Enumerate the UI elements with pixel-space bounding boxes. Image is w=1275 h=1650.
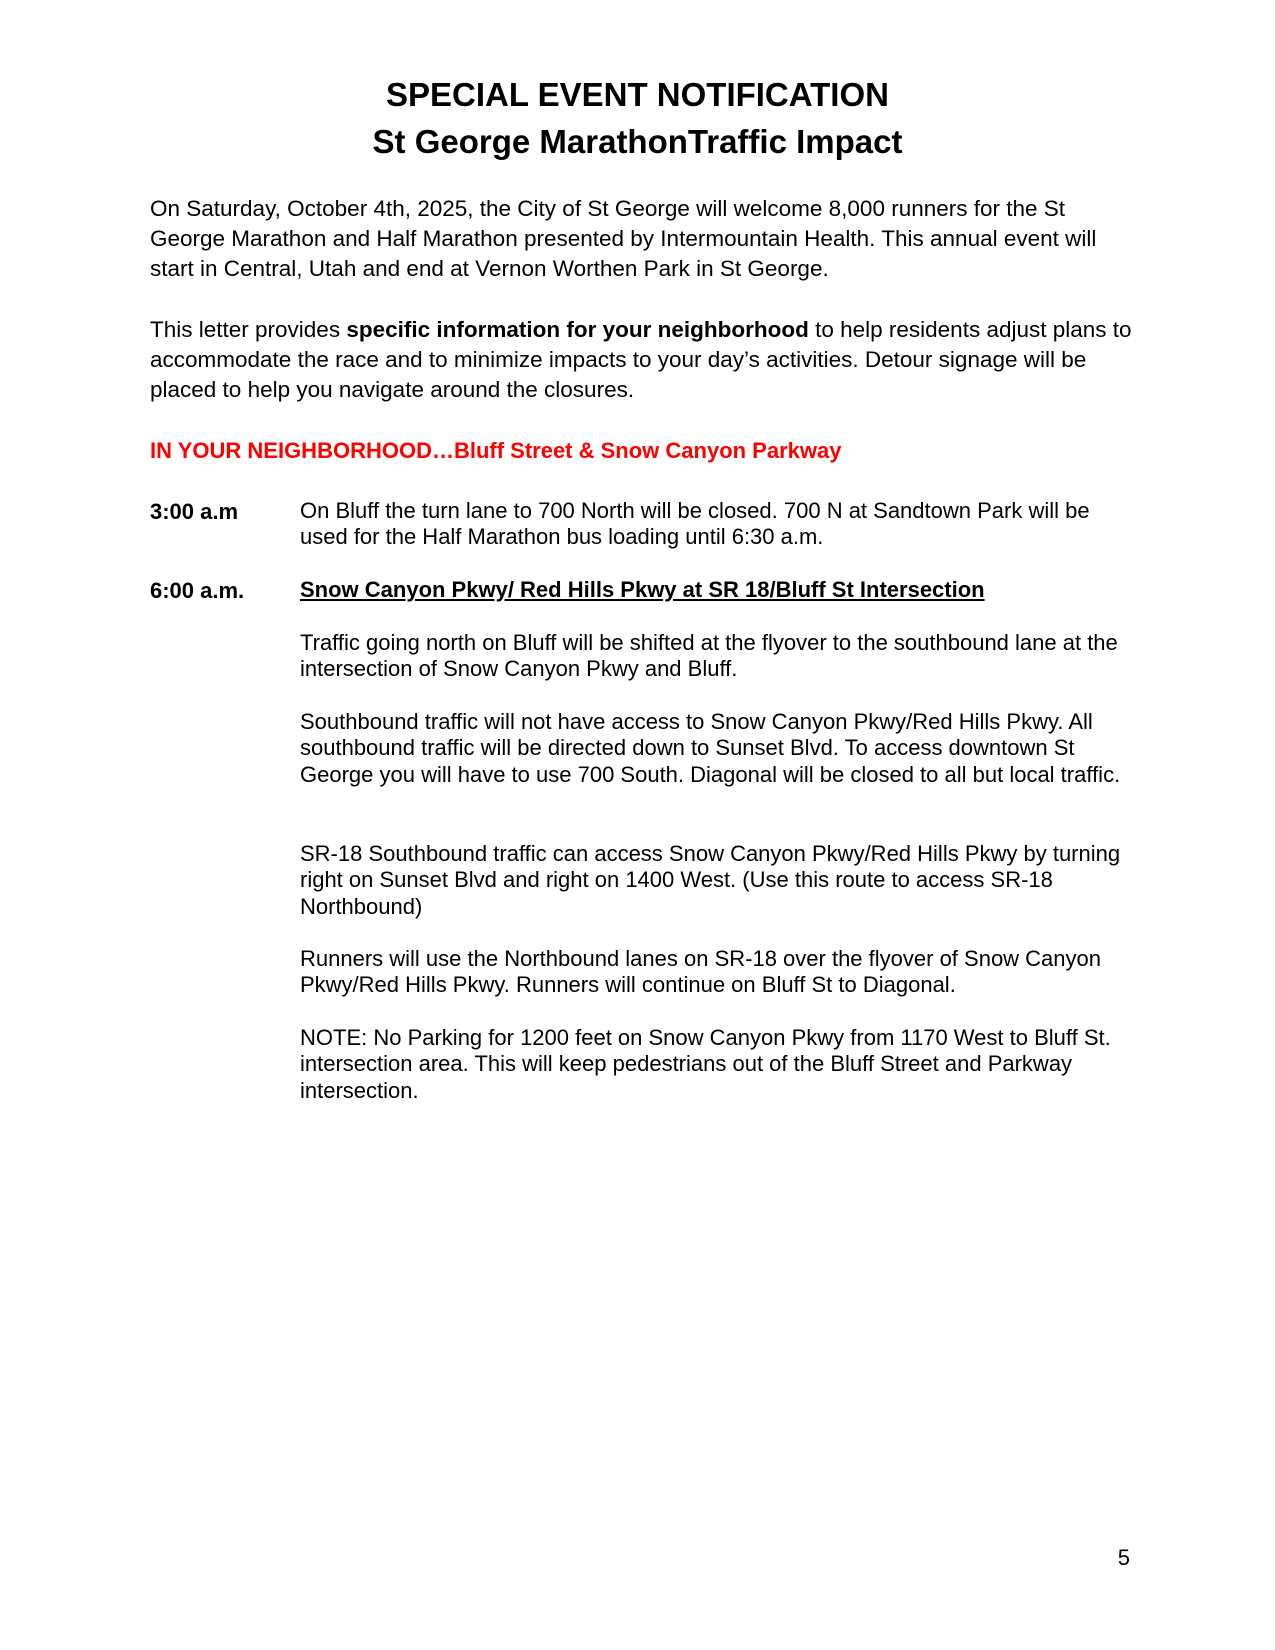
schedule-paragraph: Traffic going north on Bluff will be shifted at the flyover to the southbound lane at the intersection of Snow Canyon Pkwy and Bluff. <box>300 630 1118 682</box>
page-number: 5 <box>1117 1545 1130 1570</box>
schedule-paragraph: Southbound traffic will not have access to Snow Canyon Pkwy/Red Hills Pkwy. All southbound traffic will be directed down to Sunset Blvd. To access downtown St George you will have to use 700 South. Diagonal will be closed to all but local traffic. <box>300 709 1121 787</box>
intro-paragraph: On Saturday, October 4th, 2025, the City of St George will welcome 8,000 runners for the St George Marathon and Half Marathon presented by Intermountain Health. This annual event will start in Central, Utah and end at Vernon Worthen Park in St George. <box>150 196 1097 281</box>
schedule-paragraph: Runners will use the Northbound lanes on SR-18 over the flyover of Snow Canyon Pkwy/Red Hills Pkwy. Runners will continue on Bluff St to Diagonal. <box>300 946 1102 998</box>
schedule-heading: Snow Canyon Pkwy/ Red Hills Pkwy at SR 18/Bluff St Intersection <box>300 577 985 602</box>
schedule-time: 3:00 a.m <box>150 499 239 524</box>
page-title: SPECIAL EVENT NOTIFICATION <box>386 76 889 113</box>
paragraph-text: to help residents adjust plans to accommodate the race and to minimize impacts to your day’s activities. Detour signage will be placed to help you navigate around the closures. <box>150 317 1132 402</box>
schedule-time: 6:00 a.m. <box>150 578 245 603</box>
neighborhood-heading: IN YOUR NEIGHBORHOOD…Bluff Street & Snow Canyon Parkway <box>150 438 842 463</box>
schedule-note: NOTE: No Parking for 1200 feet on Snow Canyon Pkwy from 1170 West to Bluff St. intersection area. This will keep pedestrians out of the Bluff Street and Parkway intersection. <box>300 1025 1111 1103</box>
schedule-paragraph: SR-18 Southbound traffic can access Snow Canyon Pkwy/Red Hills Pkwy by turning right on Sunset Blvd and right on 1400 West. (Use this route to access SR-18 Northbound) <box>300 841 1121 919</box>
paragraph-text: This letter provides <box>150 317 347 342</box>
page-subtitle: St George MarathonTraffic Impact <box>372 123 903 160</box>
paragraph-emphasis: specific information for your neighborhood <box>346 317 809 342</box>
neighborhood-info-paragraph <box>150 315 1140 405</box>
schedule-description: On Bluff the turn lane to 700 North will be closed. 700 N at Sandtown Park will be used for the Half Marathon bus loading until 6:30 a.m. <box>300 498 1090 550</box>
